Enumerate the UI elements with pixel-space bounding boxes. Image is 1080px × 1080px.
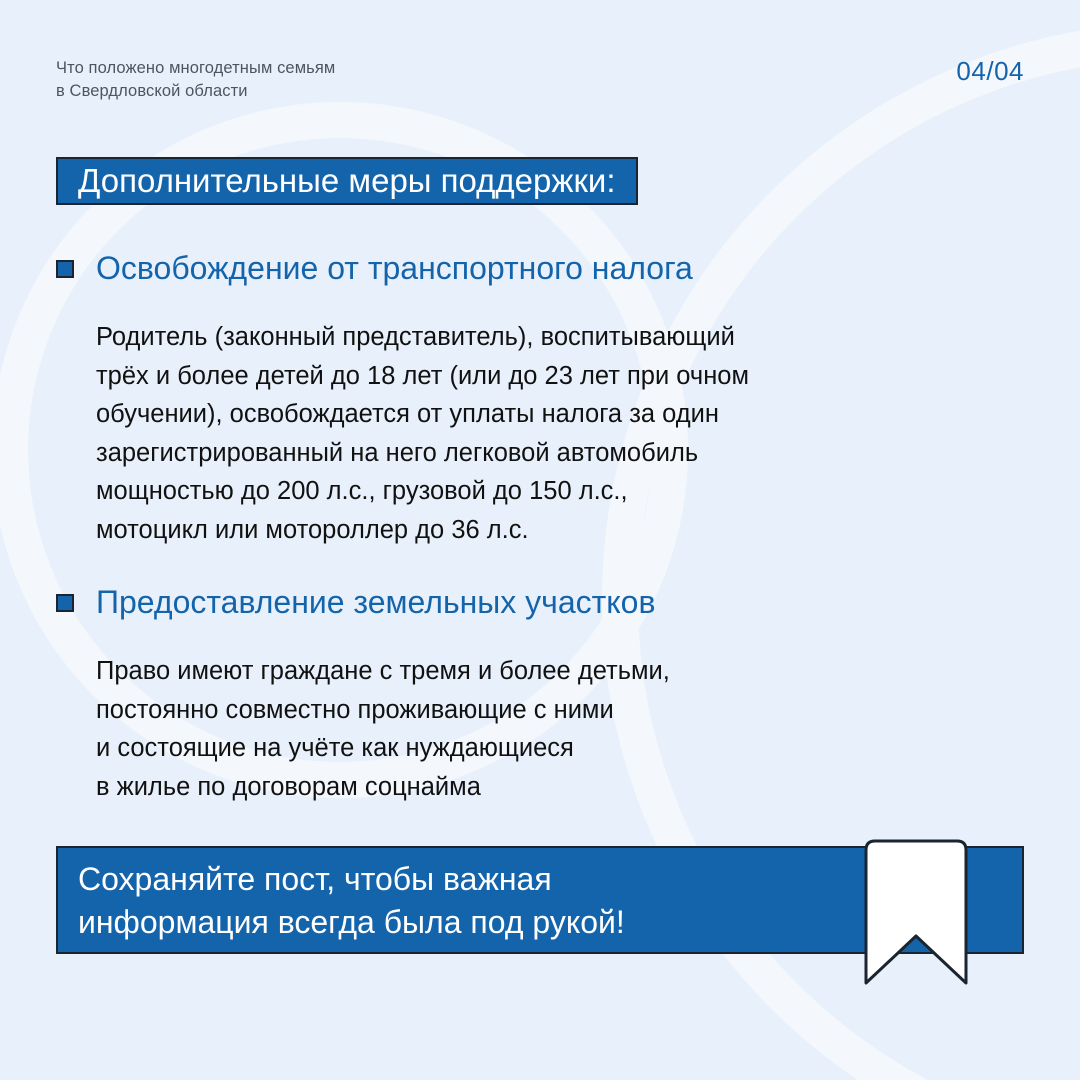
- measure-transport-tax: [56, 248, 956, 549]
- page-counter: 04/04: [956, 56, 1024, 86]
- measure-land-plots: [56, 582, 956, 806]
- measure-description: [96, 652, 956, 806]
- header-subtitle: [56, 57, 556, 103]
- description-line: и состоящие на учёте как нуждающиеся: [96, 734, 574, 762]
- description-line: в жилье по договорам соцнайма: [96, 772, 481, 801]
- description-line: Родитель (законный представитель), воспитывающий: [96, 323, 735, 351]
- section-title: Дополнительные меры поддержки:: [56, 157, 638, 205]
- description-line: мощностью до 200 л.с., грузовой до 150 л.с.,: [96, 477, 628, 505]
- description-line: Право имеют граждане с тремя и более детьми,: [96, 657, 670, 685]
- description-line: обучении), освобождается от уплаты налога за один: [96, 400, 719, 428]
- cta-line: Сохраняйте пост, чтобы важная: [78, 861, 552, 897]
- header-subtitle-line: Что положено многодетным семьям: [56, 59, 336, 77]
- cta-text: [78, 858, 625, 944]
- measure-description: [96, 318, 956, 549]
- description-line: мотоцикл или мотороллер до 36 л.с.: [96, 515, 529, 544]
- cta-line: информация всегда была под рукой!: [78, 904, 625, 940]
- description-line: постоянно совместно проживающие с ними: [96, 695, 614, 724]
- description-line: зарегистрированный на него легковой автомобиль: [96, 438, 699, 467]
- measure-title: Предоставление земельных участков: [96, 584, 656, 620]
- square-bullet-icon: [56, 260, 74, 278]
- measure-header: [56, 248, 956, 288]
- header-subtitle-line: в Свердловской области: [56, 82, 248, 100]
- bookmark-icon: [861, 838, 971, 990]
- description-line: трёх и более детей до 18 лет (или до 23 лет при очном: [96, 361, 749, 390]
- square-bullet-icon: [56, 594, 74, 612]
- measure-header: [56, 582, 956, 622]
- measure-title: Освобождение от транспортного налога: [96, 250, 693, 286]
